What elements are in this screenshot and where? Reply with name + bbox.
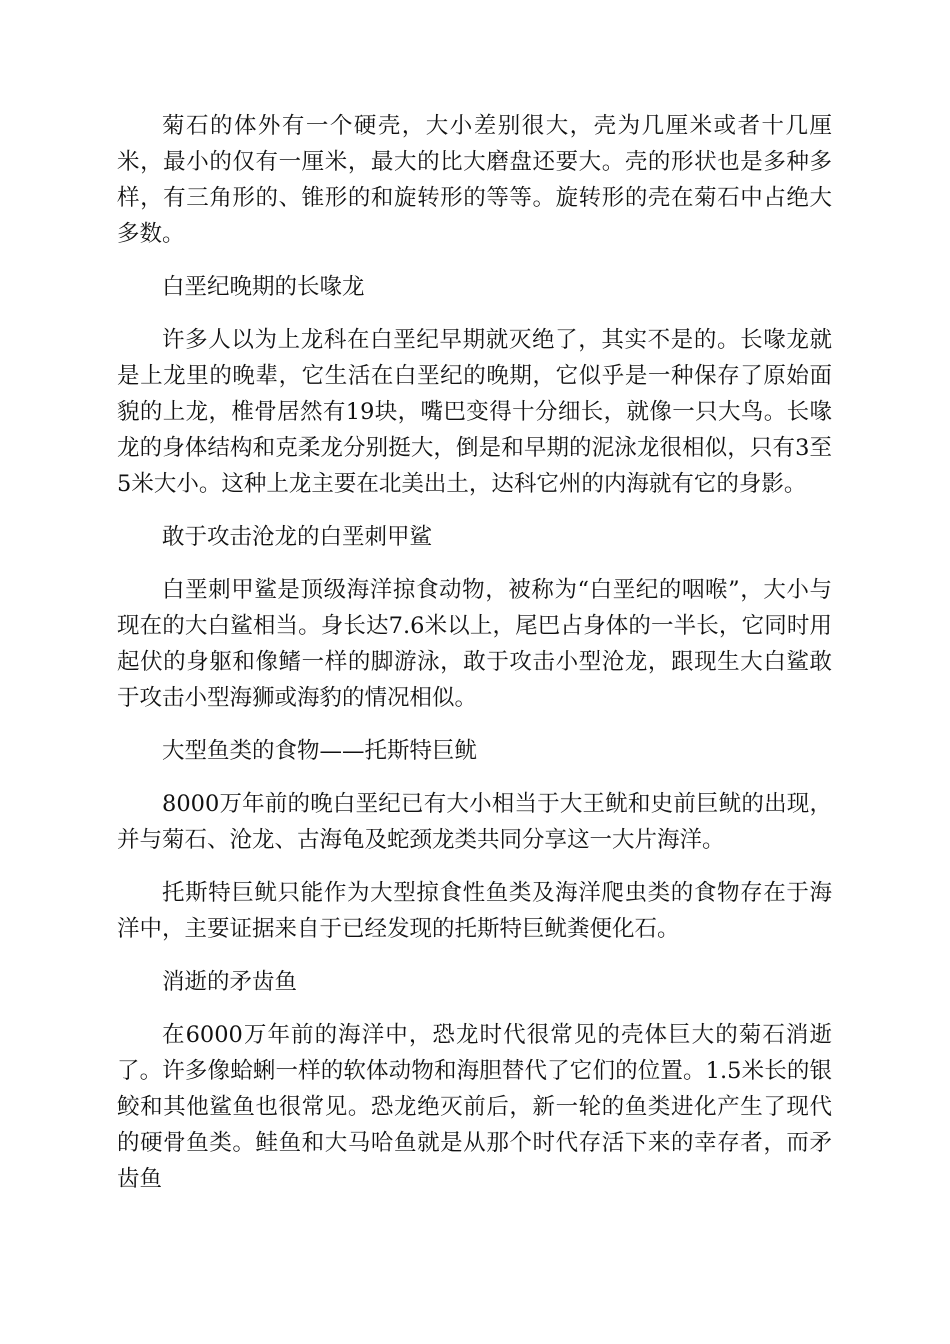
paragraph-dolichorhynchops: 许多人以为上龙科在白垩纪早期就灭绝了，其实不是的。长喙龙就是上龙里的晚辈，它生活在白垩纪的晚期，它似乎是一种保存了原始面貌的上龙，椎骨居然有19块，嘴巴变得十分细长，就像一只大鸟。长喙龙的身体结构和克柔龙分别挺大，倒是和早期的泥泳龙很相似，只有3至5米大小。这种上龙主要在北美出土，达科它州的内海就有它的身影。 <box>117 327 832 497</box>
paragraph-giant-squid-era: 8000万年前的晚白垩纪已有大小相当于大王鱿和史前巨鱿的出现，并与菊石、沧龙、古海龟及蛇颈龙类共同分享这一大片海洋。 <box>117 791 832 853</box>
section-heading-dolichorhynchops: 白垩纪晚期的长喙龙 <box>162 274 365 300</box>
section-heading-enchodus: 消逝的矛齿鱼 <box>162 969 298 995</box>
document-body <box>117 108 832 1214</box>
section-heading-tusoteuthis: 大型鱼类的食物——托斯特巨鱿 <box>162 738 478 764</box>
paragraph-ammonite-shell: 菊石的体外有一个硬壳，大小差别很大，壳为几厘米或者十几厘米，最小的仅有一厘米，最大的比大磨盘还要大。壳的形状也是多种多样，有三角形的、锥形的和旋转形的等等。旋转形的壳在菊石中占绝大多数。 <box>117 113 832 247</box>
paragraph-tusoteuthis-evidence: 托斯特巨鱿只能作为大型掠食性鱼类及海洋爬虫类的食物存在于海洋中，主要证据来自于已经发现的托斯特巨鱿粪便化石。 <box>117 880 832 942</box>
section-heading-cretoxyrhina: 敢于攻击沧龙的白垩刺甲鲨 <box>162 524 433 550</box>
paragraph-cretoxyrhina: 白垩刺甲鲨是顶级海洋掠食动物，被称为“白垩纪的咽喉”，大小与现在的大白鲨相当。身长达7.6米以上，尾巴占身体的一半长，它同时用起伏的身躯和像鳍一样的脚游泳，敢于攻击小型沧龙，跟现生大白鲨敢于攻击小型海狮或海豹的情况相似。 <box>117 577 832 711</box>
paragraph-enchodus: 在6000万年前的海洋中，恐龙时代很常见的壳体巨大的菊石消逝了。许多像蛤蜊一样的软体动物和海胆替代了它们的位置。1.5米长的银鲛和其他鲨鱼也很常见。恐龙绝灭前后，新一轮的鱼类进化产生了现代的硬骨鱼类。鲑鱼和大马哈鱼就是从那个时代存活下来的幸存者，而矛齿鱼 <box>117 1022 832 1192</box>
